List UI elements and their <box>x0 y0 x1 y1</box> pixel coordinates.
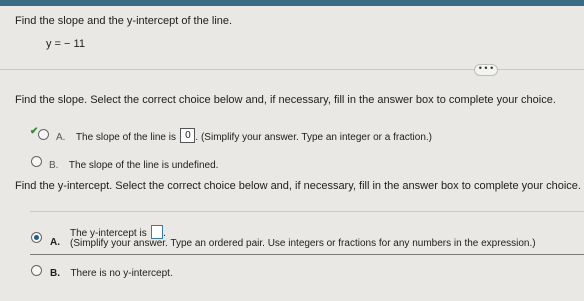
slope-option-b[interactable] <box>49 155 218 173</box>
slope-option-a-text: The slope of the line is <box>75 132 176 143</box>
slope-option-a-hint: . (Simplify your answer. Type an integer or a fraction.) <box>195 132 433 143</box>
y-intercept-instruction: Find the y-intercept. Select the correct choice below and, if necessary, fill in the answer box to complete your choice. <box>15 180 581 192</box>
intercept-period: . <box>163 228 166 239</box>
selection-bottom-line <box>30 254 584 255</box>
checkmark-icon: ✔ <box>30 126 39 137</box>
equation: y = − 11 <box>46 38 85 50</box>
slope-option-b-radio[interactable] <box>31 156 42 167</box>
more-options-button[interactable]: • • • <box>474 64 498 76</box>
option-letter: A. <box>56 132 66 143</box>
option-letter: A. <box>50 237 60 248</box>
slope-instruction: Find the slope. Select the correct choice below and, if necessary, fill in the answer box to complete your choice. <box>15 94 556 106</box>
intercept-option-b-text: There is no y-intercept. <box>70 268 173 279</box>
selection-top-line <box>30 211 584 212</box>
option-letter: B. <box>49 160 59 171</box>
intercept-option-b-radio[interactable] <box>31 265 42 276</box>
slope-option-a[interactable] <box>56 127 432 145</box>
intercept-option-b[interactable] <box>50 263 173 281</box>
slope-option-b-text: The slope of the line is undefined. <box>68 160 219 171</box>
question-title: Find the slope and the y-intercept of the line. <box>15 15 233 27</box>
intercept-option-a[interactable] <box>50 232 60 250</box>
top-bar <box>0 0 584 6</box>
intercept-option-a-radio[interactable] <box>31 232 42 243</box>
option-letter: B. <box>50 268 60 279</box>
slope-option-a-radio[interactable] <box>38 129 49 140</box>
intercept-option-a-hint: (Simplify your answer. Type an ordered pair. Use integers or fractions for any numbers in the expression.) <box>70 238 536 249</box>
slope-answer-box[interactable]: 0 <box>180 128 195 143</box>
y-intercept-answer-box[interactable] <box>151 225 163 239</box>
intercept-option-a-text: The y-intercept is <box>70 228 147 239</box>
